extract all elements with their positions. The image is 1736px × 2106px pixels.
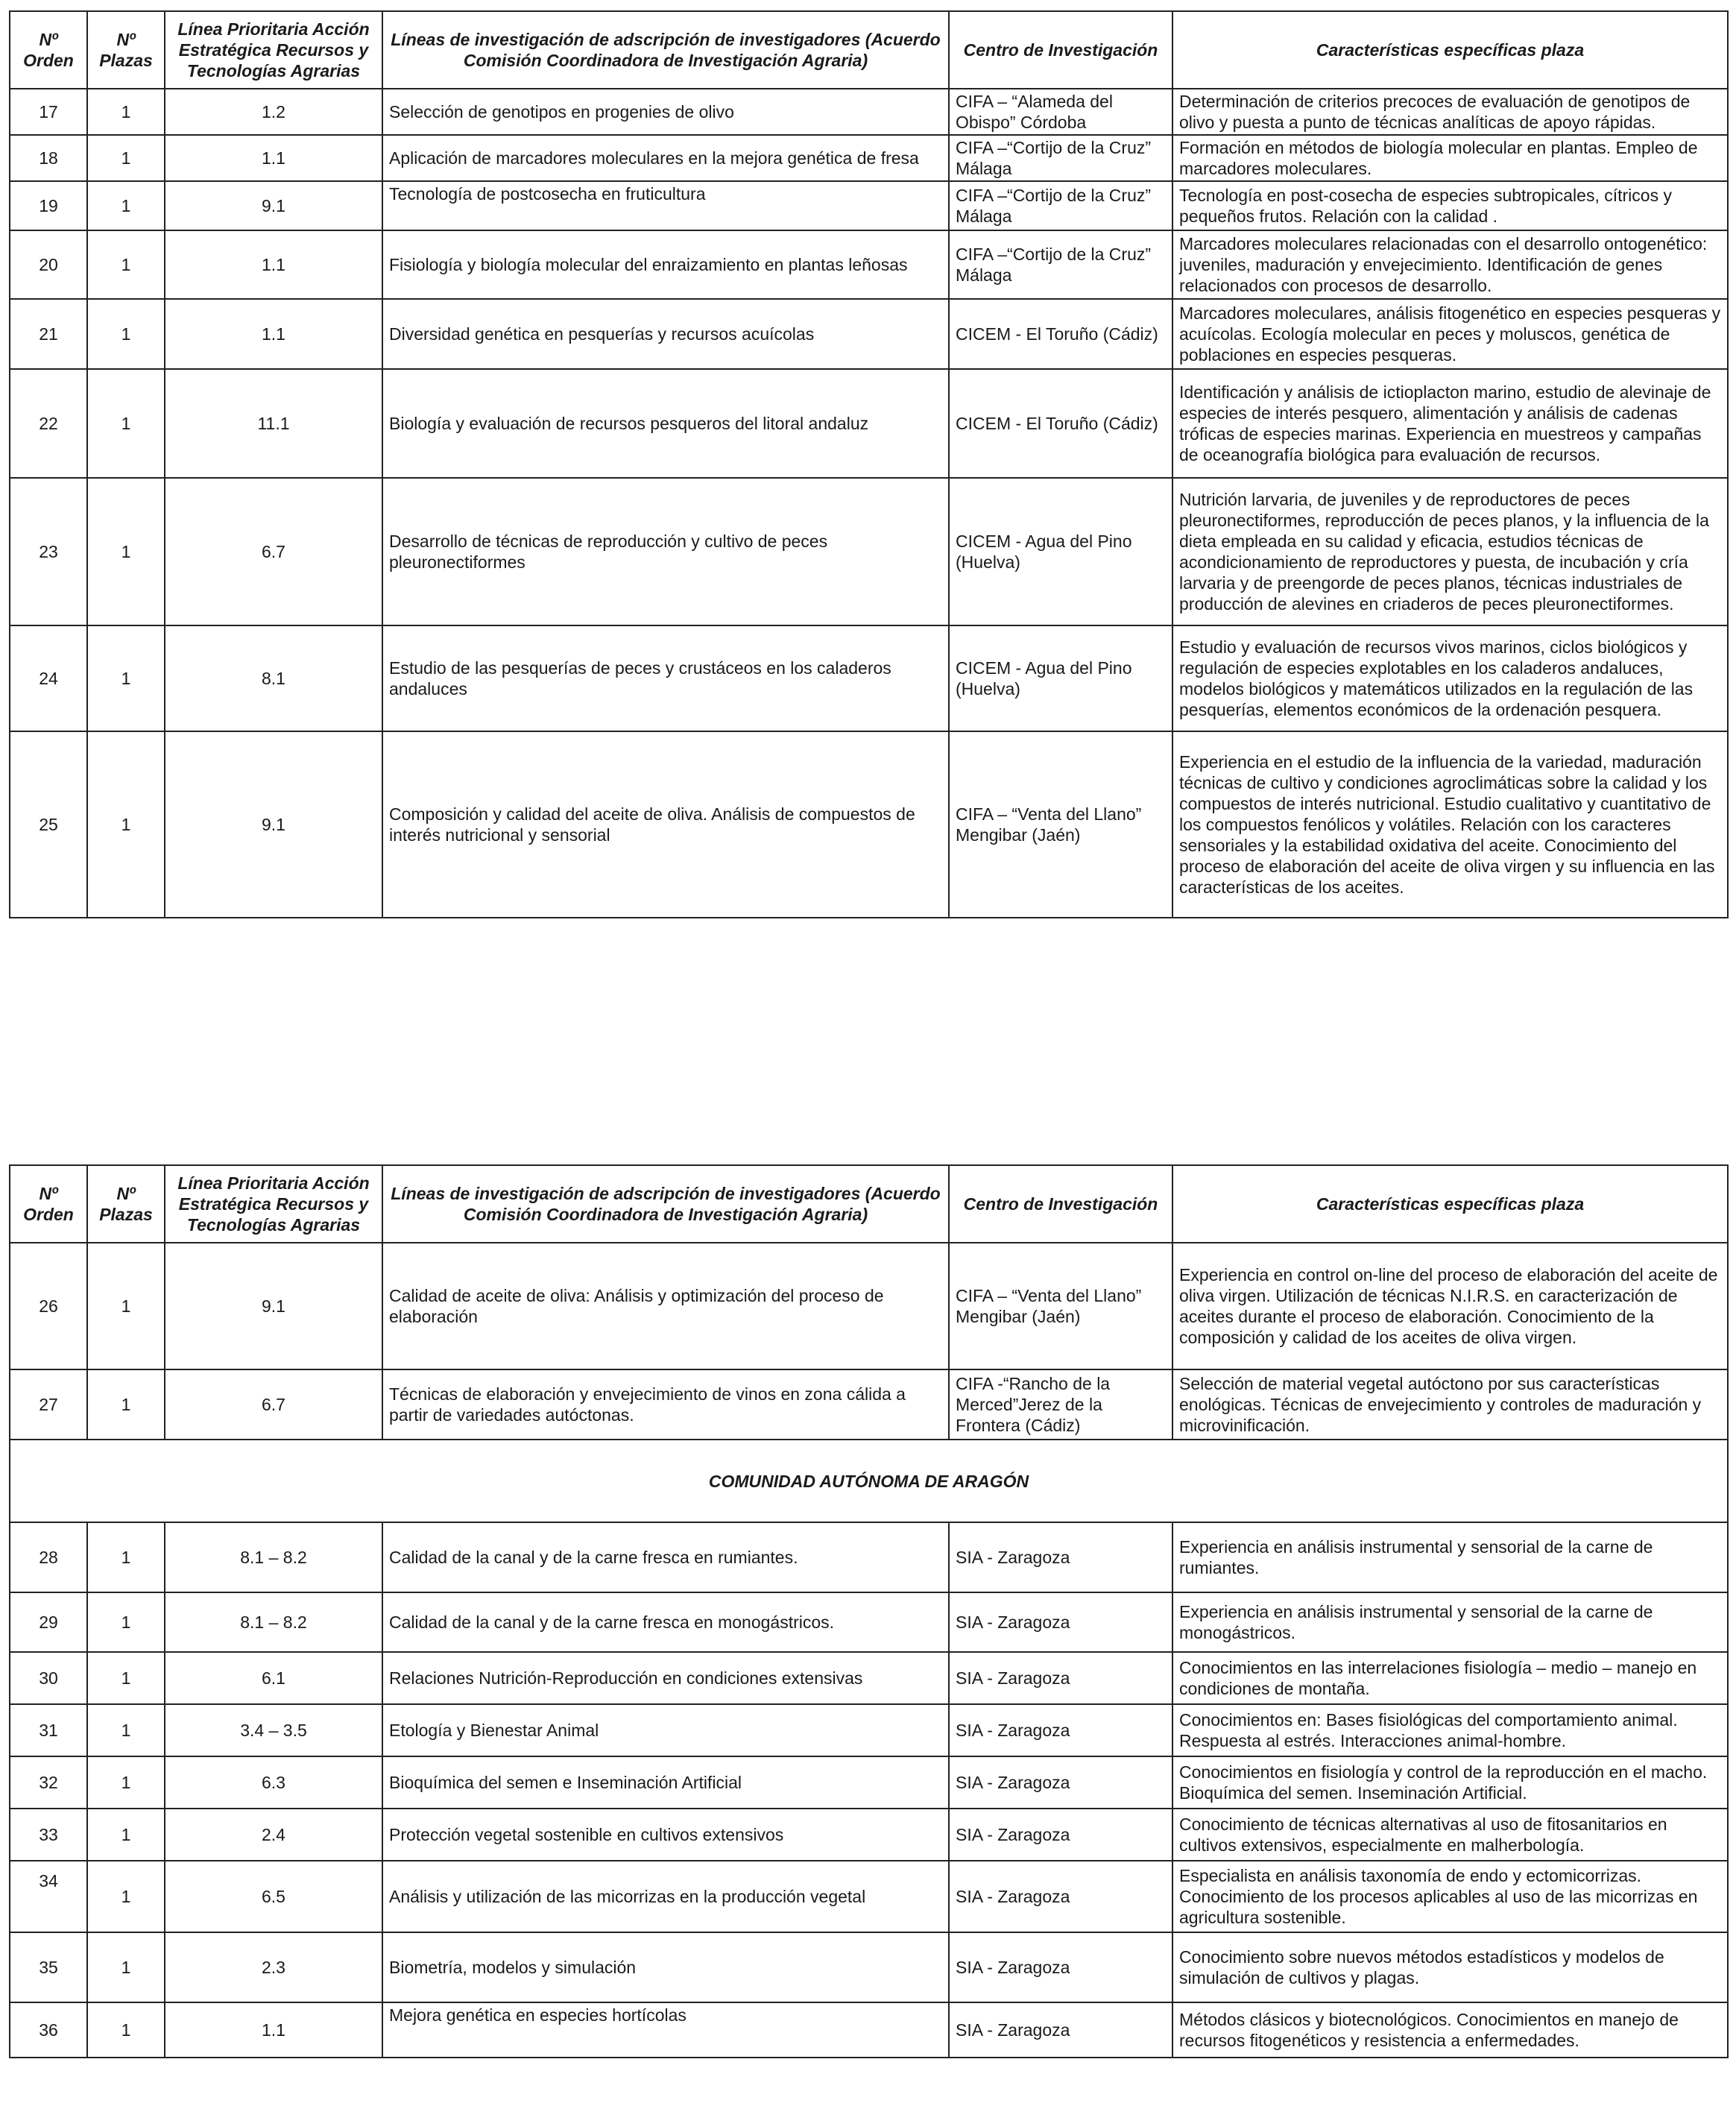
cell-plazas: 1 xyxy=(87,1522,165,1592)
cell-caracteristicas: Experiencia en análisis instrumental y sensorial de la carne de rumiantes. xyxy=(1172,1522,1728,1592)
table-row xyxy=(10,1592,1728,1652)
cell-plazas: 1 xyxy=(87,1592,165,1652)
cell-linea-investigacion: Biología y evaluación de recursos pesqueros del litoral andaluz xyxy=(382,369,949,478)
header-linea-prioritaria: Línea Prioritaria Acción Estratégica Recursos y Tecnologías Agrarias xyxy=(165,11,382,89)
cell-orden: 25 xyxy=(10,731,87,918)
cell-plazas: 1 xyxy=(87,1369,165,1440)
cell-orden: 19 xyxy=(10,181,87,230)
cell-plazas: 1 xyxy=(87,1756,165,1809)
cell-caracteristicas: Estudio y evaluación de recursos vivos marinos, ciclos biológicos y regulación de especies explotables en los caladeros andaluces, modelos biológicos y matemáticos utilizados en la regulación de las pesquerías, elementos económicos de la ordenación pesquera. xyxy=(1172,625,1728,731)
cell-orden: 31 xyxy=(10,1704,87,1756)
cell-linea-investigacion: Etología y Bienestar Animal xyxy=(382,1704,949,1756)
table-row xyxy=(10,1522,1728,1592)
table-2 xyxy=(9,1164,1729,2058)
cell-linea-investigacion: Calidad de aceite de oliva: Análisis y optimización del proceso de elaboración xyxy=(382,1243,949,1369)
cell-caracteristicas: Experiencia en el estudio de la influencia de la variedad, maduración técnicas de cultivo y condiciones agroclimáticas sobre la calidad y los compuestos de interés nutricional. Estudio cualitativo y cuantitativo de los compuestos fenólicos y volátiles. Relación con los caracteres sensoriales y la estabilidad oxidativa del aceite. Conocimiento del proceso de elaboración del aceite de oliva virgen y su influencia en las características de los aceites. xyxy=(1172,731,1728,918)
cell-plazas: 1 xyxy=(87,1243,165,1369)
cell-centro: CIFA –“Cortijo de la Cruz” Málaga xyxy=(949,135,1172,181)
cell-linea: 9.1 xyxy=(165,1243,382,1369)
header-plazas: Nº Plazas xyxy=(87,11,165,89)
cell-centro: SIA - Zaragoza xyxy=(949,2002,1172,2058)
table-1 xyxy=(9,10,1729,918)
cell-caracteristicas: Conocimientos en fisiología y control de la reproducción en el macho. Bioquímica del semen. Inseminación Artificial. xyxy=(1172,1756,1728,1809)
cell-orden: 27 xyxy=(10,1369,87,1440)
cell-centro: CIFA – “Venta del Llano” Mengibar (Jaén) xyxy=(949,731,1172,918)
cell-caracteristicas: Marcadores moleculares, análisis fitogenético en especies pesqueras y acuícolas. Ecología molecular en peces y moluscos, genética de poblaciones en especies pesqueras. xyxy=(1172,299,1728,369)
cell-centro: CIFA – “Venta del Llano” Mengibar (Jaén) xyxy=(949,1243,1172,1369)
cell-linea-investigacion: Análisis y utilización de las micorrizas en la producción vegetal xyxy=(382,1861,949,1932)
cell-centro: CICEM - El Toruño (Cádiz) xyxy=(949,299,1172,369)
cell-caracteristicas: Conocimientos en: Bases fisiológicas del comportamiento animal. Respuesta al estrés. Interacciones animal-hombre. xyxy=(1172,1704,1728,1756)
cell-centro: SIA - Zaragoza xyxy=(949,1861,1172,1932)
cell-plazas: 1 xyxy=(87,299,165,369)
cell-plazas: 1 xyxy=(87,1932,165,2002)
cell-orden: 23 xyxy=(10,478,87,625)
cell-linea-investigacion: Tecnología de postcosecha en fruticultura xyxy=(382,181,949,230)
cell-plazas: 1 xyxy=(87,1809,165,1861)
table-row xyxy=(10,625,1728,731)
cell-linea: 11.1 xyxy=(165,369,382,478)
cell-linea-investigacion: Bioquímica del semen e Inseminación Artificial xyxy=(382,1756,949,1809)
table-row xyxy=(10,135,1728,181)
table-row xyxy=(10,1652,1728,1704)
cell-linea-investigacion: Aplicación de marcadores moleculares en la mejora genética de fresa xyxy=(382,135,949,181)
cell-linea-investigacion: Fisiología y biología molecular del enraizamiento en plantas leñosas xyxy=(382,230,949,299)
cell-centro: CIFA – “Alameda del Obispo” Córdoba xyxy=(949,89,1172,135)
cell-linea-investigacion: Protección vegetal sostenible en cultivos extensivos xyxy=(382,1809,949,1861)
cell-linea: 1.2 xyxy=(165,89,382,135)
cell-linea: 9.1 xyxy=(165,181,382,230)
region-row xyxy=(10,1440,1728,1522)
cell-linea-investigacion: Calidad de la canal y de la carne fresca en rumiantes. xyxy=(382,1522,949,1592)
cell-plazas: 1 xyxy=(87,230,165,299)
cell-linea-investigacion: Diversidad genética en pesquerías y recursos acuícolas xyxy=(382,299,949,369)
cell-linea-investigacion: Estudio de las pesquerías de peces y crustáceos en los caladeros andaluces xyxy=(382,625,949,731)
header-orden: Nº Orden xyxy=(10,11,87,89)
cell-linea-investigacion: Desarrollo de técnicas de reproducción y cultivo de peces pleuronectiformes xyxy=(382,478,949,625)
table-header xyxy=(10,11,1728,89)
table-row xyxy=(10,89,1728,135)
table-row xyxy=(10,478,1728,625)
cell-linea: 6.5 xyxy=(165,1861,382,1932)
header-orden: Nº Orden xyxy=(10,1165,87,1243)
cell-centro: SIA - Zaragoza xyxy=(949,1809,1172,1861)
cell-orden: 17 xyxy=(10,89,87,135)
cell-orden: 33 xyxy=(10,1809,87,1861)
cell-centro: SIA - Zaragoza xyxy=(949,1704,1172,1756)
cell-orden: 28 xyxy=(10,1522,87,1592)
cell-linea: 1.1 xyxy=(165,299,382,369)
header-lineas-investigacion: Líneas de investigación de adscripción de investigadores (Acuerdo Comisión Coordinadora de Investigación Agraria) xyxy=(382,1165,949,1243)
table-row xyxy=(10,1704,1728,1756)
header-centro: Centro de Investigación xyxy=(949,1165,1172,1243)
cell-linea-investigacion: Relaciones Nutrición-Reproducción en condiciones extensivas xyxy=(382,1652,949,1704)
cell-orden: 34 xyxy=(10,1861,87,1932)
cell-orden: 20 xyxy=(10,230,87,299)
table-row xyxy=(10,1756,1728,1809)
cell-linea: 6.7 xyxy=(165,478,382,625)
cell-caracteristicas: Tecnología en post-cosecha de especies subtropicales, cítricos y pequeños frutos. Relación con la calidad . xyxy=(1172,181,1728,230)
cell-orden: 30 xyxy=(10,1652,87,1704)
table-row xyxy=(10,369,1728,478)
cell-linea: 1.1 xyxy=(165,2002,382,2058)
cell-linea-investigacion: Calidad de la canal y de la carne fresca en monogástricos. xyxy=(382,1592,949,1652)
cell-orden: 18 xyxy=(10,135,87,181)
cell-plazas: 1 xyxy=(87,1652,165,1704)
cell-linea: 8.1 – 8.2 xyxy=(165,1592,382,1652)
header-lineas-investigacion: Líneas de investigación de adscripción de investigadores (Acuerdo Comisión Coordinadora de Investigación Agraria) xyxy=(382,11,949,89)
table-row xyxy=(10,1932,1728,2002)
cell-caracteristicas: Experiencia en control on-line del proceso de elaboración del aceite de oliva virgen. Utilización de técnicas N.I.R.S. en caracterización de aceites durante el proceso de elaboración. Conocimiento de la composición y calidad de los aceites de oliva virgen. xyxy=(1172,1243,1728,1369)
cell-orden: 26 xyxy=(10,1243,87,1369)
cell-plazas: 1 xyxy=(87,181,165,230)
cell-plazas: 1 xyxy=(87,135,165,181)
cell-caracteristicas: Experiencia en análisis instrumental y sensorial de la carne de monogástricos. xyxy=(1172,1592,1728,1652)
table-header xyxy=(10,1165,1728,1243)
cell-linea: 6.7 xyxy=(165,1369,382,1440)
cell-caracteristicas: Determinación de criterios precoces de evaluación de genotipos de olivo y puesta a punto de técnicas analíticas de apoyo rápidas. xyxy=(1172,89,1728,135)
cell-linea: 8.1 xyxy=(165,625,382,731)
cell-linea: 6.3 xyxy=(165,1756,382,1809)
cell-orden: 24 xyxy=(10,625,87,731)
cell-linea: 9.1 xyxy=(165,731,382,918)
cell-caracteristicas: Especialista en análisis taxonomía de endo y ectomicorrizas. Conocimiento de los procesos aplicables al uso de las micorrizas en agricultura sostenible. xyxy=(1172,1861,1728,1932)
header-centro: Centro de Investigación xyxy=(949,11,1172,89)
cell-linea-investigacion: Biometría, modelos y simulación xyxy=(382,1932,949,2002)
cell-plazas: 1 xyxy=(87,1861,165,1932)
cell-plazas: 1 xyxy=(87,1704,165,1756)
table-row xyxy=(10,181,1728,230)
cell-centro: SIA - Zaragoza xyxy=(949,1592,1172,1652)
cell-orden: 32 xyxy=(10,1756,87,1809)
table-row xyxy=(10,230,1728,299)
cell-plazas: 1 xyxy=(87,369,165,478)
cell-caracteristicas: Conocimiento sobre nuevos métodos estadísticos y modelos de simulación de cultivos y plagas. xyxy=(1172,1932,1728,2002)
table-row xyxy=(10,299,1728,369)
cell-plazas: 1 xyxy=(87,89,165,135)
cell-linea-investigacion: Selección de genotipos en progenies de olivo xyxy=(382,89,949,135)
cell-linea: 1.1 xyxy=(165,135,382,181)
cell-centro: CICEM - Agua del Pino (Huelva) xyxy=(949,625,1172,731)
table-row xyxy=(10,731,1728,918)
cell-centro: CICEM - El Toruño (Cádiz) xyxy=(949,369,1172,478)
header-linea-prioritaria: Línea Prioritaria Acción Estratégica Recursos y Tecnologías Agrarias xyxy=(165,1165,382,1243)
table-row xyxy=(10,2002,1728,2058)
cell-linea: 2.4 xyxy=(165,1809,382,1861)
cell-plazas: 1 xyxy=(87,731,165,918)
cell-orden: 22 xyxy=(10,369,87,478)
cell-caracteristicas: Conocimiento de técnicas alternativas al uso de fitosanitarios en cultivos extensivos, especialmente en malherbología. xyxy=(1172,1809,1728,1861)
region-heading: COMUNIDAD AUTÓNOMA DE ARAGÓN xyxy=(10,1440,1728,1522)
cell-centro: SIA - Zaragoza xyxy=(949,1522,1172,1592)
cell-caracteristicas: Selección de material vegetal autóctono por sus características enológicas. Técnicas de envejecimiento y controles de maduración y microvinificación. xyxy=(1172,1369,1728,1440)
cell-orden: 35 xyxy=(10,1932,87,2002)
cell-linea: 1.1 xyxy=(165,230,382,299)
header-caracteristicas: Características específicas plaza xyxy=(1172,1165,1728,1243)
cell-centro: SIA - Zaragoza xyxy=(949,1652,1172,1704)
cell-linea-investigacion: Composición y calidad del aceite de oliva. Análisis de compuestos de interés nutricional y sensorial xyxy=(382,731,949,918)
cell-caracteristicas: Formación en métodos de biología molecular en plantas. Empleo de marcadores moleculares. xyxy=(1172,135,1728,181)
cell-orden: 21 xyxy=(10,299,87,369)
cell-caracteristicas: Marcadores moleculares relacionadas con el desarrollo ontogenético: juveniles, maduración y envejecimiento. Identificación de genes relacionados con procesos de desarrollo. xyxy=(1172,230,1728,299)
cell-centro: CIFA –“Cortijo de la Cruz” Málaga xyxy=(949,181,1172,230)
cell-linea: 2.3 xyxy=(165,1932,382,2002)
cell-linea: 6.1 xyxy=(165,1652,382,1704)
table-row xyxy=(10,1243,1728,1369)
cell-centro: SIA - Zaragoza xyxy=(949,1932,1172,2002)
cell-centro: CIFA –“Cortijo de la Cruz” Málaga xyxy=(949,230,1172,299)
cell-linea-investigacion: Técnicas de elaboración y envejecimiento de vinos en zona cálida a partir de variedades autóctonas. xyxy=(382,1369,949,1440)
cell-caracteristicas: Identificación y análisis de ictioplacton marino, estudio de alevinaje de especies de interés pesquero, alimentación y análisis de cadenas tróficas de especies marinas. Experiencia en muestreos y campañas de oceanografía biológica para evaluación de recursos. xyxy=(1172,369,1728,478)
cell-linea: 8.1 – 8.2 xyxy=(165,1522,382,1592)
cell-caracteristicas: Conocimientos en las interrelaciones fisiología – medio – manejo en condiciones de montaña. xyxy=(1172,1652,1728,1704)
cell-plazas: 1 xyxy=(87,478,165,625)
cell-plazas: 1 xyxy=(87,2002,165,2058)
cell-caracteristicas: Métodos clásicos y biotecnológicos. Conocimientos en manejo de recursos fitogenéticos y resistencia a enfermedades. xyxy=(1172,2002,1728,2058)
cell-caracteristicas: Nutrición larvaria, de juveniles y de reproductores de peces pleuronectiformes, reproducción de peces planos, y la influencia de la dieta empleada en su calidad y eficacia, estudios técnicas de acondicionamiento de reproductores y puesta, de incubación y cría larvaria y de preengorde de peces planos, técnicas industriales de producción de alevines en criaderos de peces pleuronectiformes. xyxy=(1172,478,1728,625)
header-caracteristicas: Características específicas plaza xyxy=(1172,11,1728,89)
cell-plazas: 1 xyxy=(87,625,165,731)
cell-centro: CIFA -“Rancho de la Merced”Jerez de la Frontera (Cádiz) xyxy=(949,1369,1172,1440)
cell-linea-investigacion: Mejora genética en especies hortícolas xyxy=(382,2002,949,2058)
header-plazas: Nº Plazas xyxy=(87,1165,165,1243)
cell-linea: 3.4 – 3.5 xyxy=(165,1704,382,1756)
cell-orden: 29 xyxy=(10,1592,87,1652)
table-row xyxy=(10,1861,1728,1932)
table-row xyxy=(10,1369,1728,1440)
cell-centro: SIA - Zaragoza xyxy=(949,1756,1172,1809)
cell-centro: CICEM - Agua del Pino (Huelva) xyxy=(949,478,1172,625)
cell-orden: 36 xyxy=(10,2002,87,2058)
table-row xyxy=(10,1809,1728,1861)
